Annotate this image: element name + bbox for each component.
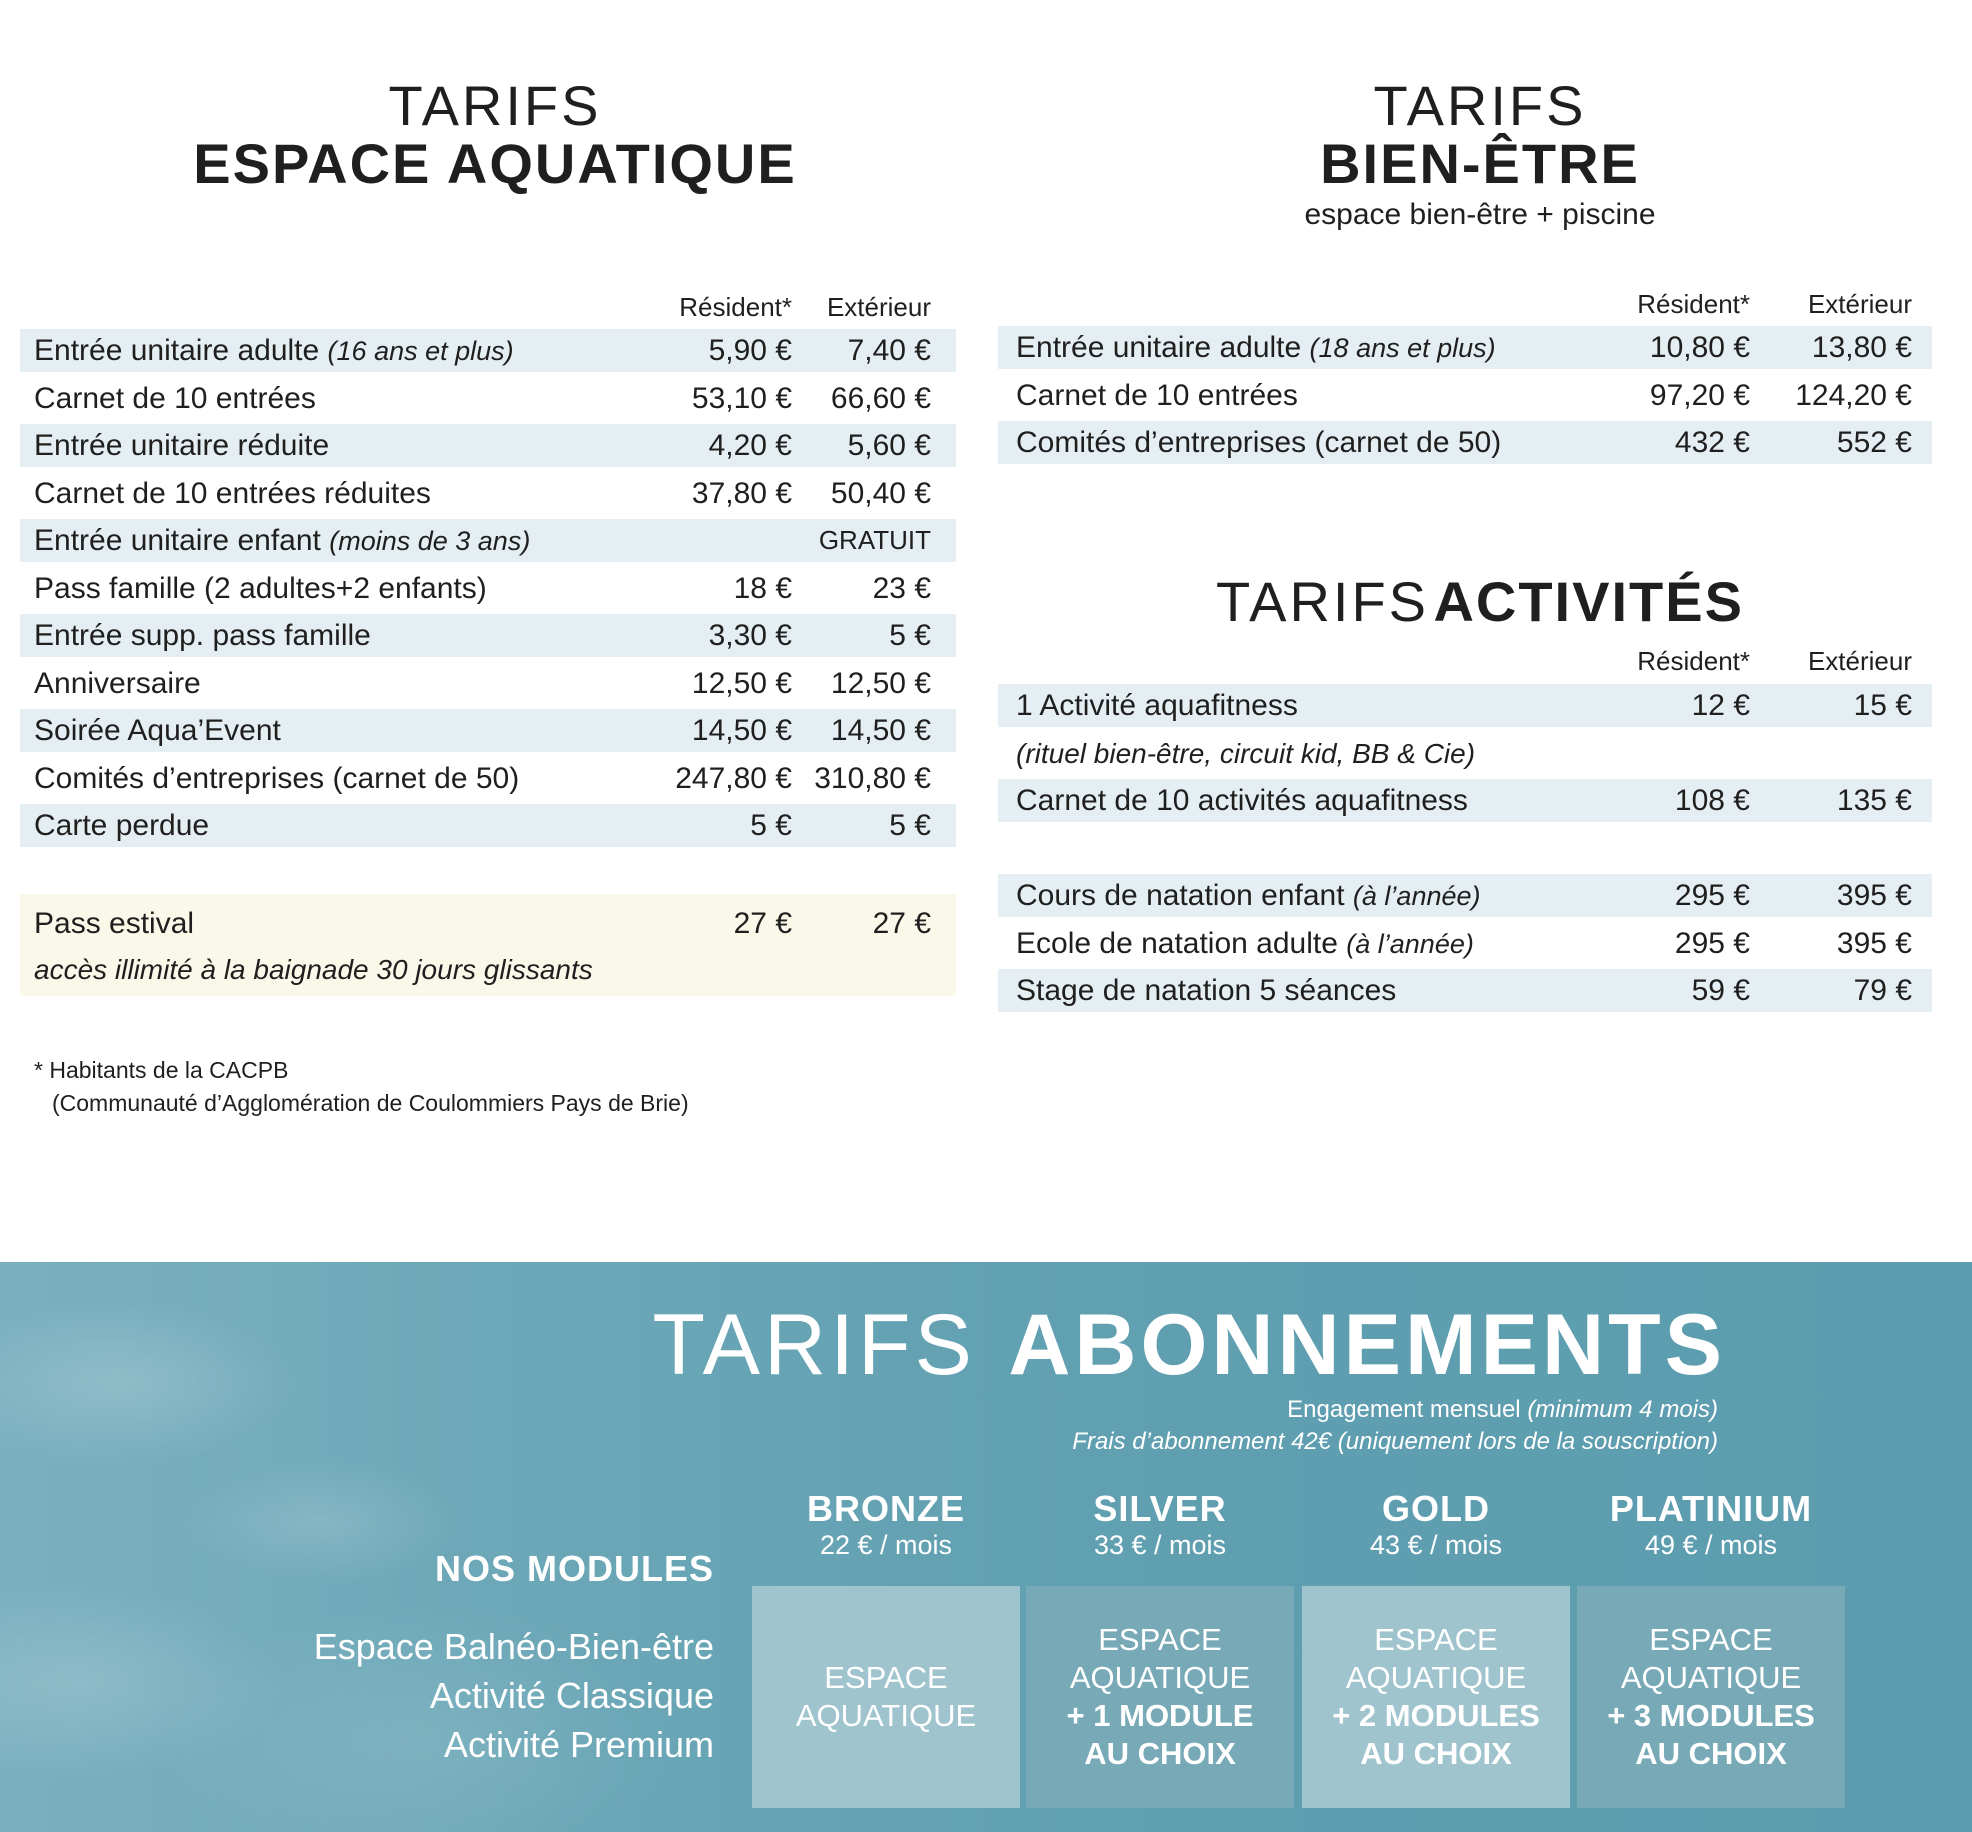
- col-exterieur: Extérieur: [826, 292, 931, 322]
- row-exterieur: 310,80 €: [814, 762, 931, 795]
- abonnements-frais: Frais d’abonnement 42€ (uniquement lors de la souscription): [1072, 1428, 1718, 1455]
- plan-box-gold: [1302, 1586, 1570, 1808]
- row-exterieur: 13,80 €: [1811, 331, 1912, 364]
- table-row: [998, 922, 1932, 965]
- row-label: Carte perdue: [34, 809, 210, 842]
- row-exterieur: 14,50 €: [830, 714, 931, 747]
- col-resident: Résident*: [679, 292, 792, 322]
- table-row: [20, 757, 956, 800]
- plan-header-silver: [1026, 1488, 1294, 1561]
- plan-box-line: ESPACE: [1098, 1622, 1222, 1657]
- table-row: [20, 614, 956, 657]
- footnote: [34, 1054, 689, 1120]
- row-exterieur: 395 €: [1836, 927, 1912, 960]
- pass-estival-resident: 27 €: [733, 907, 792, 940]
- row-label: Ecole de natation adulte: [1016, 927, 1338, 960]
- module-item: Activité Classique: [429, 1675, 714, 1716]
- row-exterieur: 66,60 €: [830, 382, 931, 415]
- row-label: Carnet de 10 entrées: [1016, 379, 1298, 412]
- row-exterieur: 50,40 €: [830, 477, 931, 510]
- table-row: [20, 472, 956, 515]
- footnote-line-2: (Communauté d’Agglomération de Coulommiers Pays de Brie): [52, 1090, 689, 1116]
- table-row: [998, 374, 1932, 417]
- row-resident: 12 €: [1691, 689, 1750, 722]
- row-note: (16 ans et plus): [327, 336, 514, 366]
- plan-box-line: AQUATIQUE: [1620, 1660, 1802, 1695]
- row-exterieur: 5,60 €: [847, 429, 931, 462]
- pass-estival-note: accès illimité à la baignade 30 jours glissants: [34, 954, 593, 985]
- module-item: Espace Balnéo-Bien-être: [313, 1626, 714, 1667]
- plan-box-line: ESPACE: [1649, 1622, 1773, 1657]
- row-resident: 295 €: [1674, 927, 1750, 960]
- row-label: Cours de natation enfant: [1016, 879, 1345, 912]
- plan-box-line: ESPACE: [824, 1660, 948, 1695]
- aquatique-column-headers: [20, 286, 956, 324]
- plan-box-bronze: [752, 1586, 1020, 1808]
- row-note: (à l’année): [1346, 929, 1474, 959]
- row-label: Soirée Aqua’Event: [34, 714, 281, 747]
- table-row: [998, 421, 1932, 464]
- row-resident: 18 €: [733, 572, 792, 605]
- plan-price: 33 € / mois: [1093, 1530, 1227, 1560]
- row-exterieur: 7,40 €: [847, 334, 931, 367]
- plan-price: 22 € / mois: [819, 1530, 953, 1560]
- row-label: Entrée unitaire adulte: [34, 334, 320, 367]
- plan-price: 49 € / mois: [1644, 1530, 1778, 1560]
- plan-price: 43 € / mois: [1369, 1530, 1503, 1560]
- aquatique-title: [60, 74, 930, 195]
- row-label: Carnet de 10 activités aquafitness: [1016, 784, 1468, 817]
- row-label: Carnet de 10 entrées réduites: [34, 477, 431, 510]
- row-resident: 10,80 €: [1649, 331, 1750, 364]
- row-label: Entrée unitaire réduite: [34, 429, 330, 462]
- activites-title-bold: ACTIVITÉS: [1433, 570, 1744, 633]
- row-resident: 12,50 €: [691, 667, 792, 700]
- table-row: [998, 732, 1932, 775]
- row-label: Comités d’entreprises (carnet de 50): [1016, 426, 1502, 459]
- row-note: (rituel bien-être, circuit kid, BB & Cie): [1016, 738, 1476, 769]
- row-resident: 295 €: [1674, 879, 1750, 912]
- row-resident: 4,20 €: [708, 429, 792, 462]
- row-resident: 5,90 €: [708, 334, 792, 367]
- bien-etre-subtitle: espace bien-être + piscine: [1304, 198, 1656, 231]
- row-exterieur: 135 €: [1836, 784, 1912, 817]
- row-label: Comités d’entreprises (carnet de 50): [34, 762, 520, 795]
- row-exterieur: 395 €: [1836, 879, 1912, 912]
- row-resident: 59 €: [1691, 974, 1750, 1007]
- row-resident: 97,20 €: [1649, 379, 1750, 412]
- plan-box-line: AU CHOIX: [1635, 1736, 1787, 1771]
- bien-etre-title-bold: BIEN-ÊTRE: [1320, 132, 1640, 195]
- row-resident: 108 €: [1674, 784, 1750, 817]
- abonnements-engagement: [1287, 1396, 1718, 1424]
- col-exterieur: Extérieur: [1807, 289, 1912, 319]
- pass-estival-box: [20, 894, 956, 996]
- table-row: [998, 326, 1932, 369]
- table-row: [20, 709, 956, 752]
- plan-box-line: + 1 MODULE: [1066, 1698, 1254, 1733]
- module-item: Activité Premium: [443, 1724, 714, 1765]
- table-row: [20, 567, 956, 610]
- table-row: [20, 804, 956, 847]
- row-exterieur: 5 €: [889, 619, 931, 652]
- row-exterieur: 79 €: [1853, 974, 1912, 1007]
- col-resident: Résident*: [1637, 646, 1750, 676]
- footnote-line-1: * Habitants de la CACPB: [34, 1057, 289, 1083]
- plan-header-bronze: [752, 1488, 1020, 1561]
- row-resident: 37,80 €: [691, 477, 792, 510]
- table-row: [998, 874, 1932, 917]
- plan-name: SILVER: [1093, 1488, 1227, 1529]
- table-row: [20, 329, 956, 372]
- row-label: Entrée unitaire adulte: [1016, 331, 1302, 364]
- row-label: Anniversaire: [34, 667, 201, 700]
- row-exterieur: 124,20 €: [1795, 379, 1912, 412]
- row-exterieur: 552 €: [1836, 426, 1912, 459]
- table-row: [20, 377, 956, 420]
- col-resident: Résident*: [1637, 289, 1750, 319]
- row-label: Pass famille (2 adultes+2 enfants): [34, 572, 487, 605]
- table-row: [998, 969, 1932, 1012]
- plan-box-line: AQUATIQUE: [795, 1698, 977, 1733]
- engagement-text: Engagement mensuel: [1287, 1396, 1521, 1423]
- plan-box-line: ESPACE: [1374, 1622, 1498, 1657]
- plan-name: PLATINIUM: [1609, 1488, 1813, 1529]
- table-row: [998, 684, 1932, 727]
- plan-box-silver: [1026, 1586, 1294, 1808]
- row-resident: 14,50 €: [691, 714, 792, 747]
- aquatique-title-bold: ESPACE AQUATIQUE: [193, 132, 797, 195]
- row-label: 1 Activité aquafitness: [1016, 689, 1298, 722]
- activites-title: [1000, 570, 1960, 633]
- row-label: Carnet de 10 entrées: [34, 382, 316, 415]
- row-resident: 53,10 €: [691, 382, 792, 415]
- row-label: Entrée supp. pass famille: [34, 619, 371, 652]
- abonnements-title-light: TARIFS: [652, 1297, 976, 1393]
- pass-estival-row: [20, 902, 956, 945]
- activites-title-light: TARIFS: [1216, 570, 1430, 633]
- table-row: [998, 779, 1932, 822]
- row-exterieur: 15 €: [1853, 689, 1912, 722]
- modules-title: NOS MODULES: [434, 1548, 714, 1589]
- pass-estival-label: Pass estival: [34, 907, 195, 940]
- row-note: (18 ans et plus): [1309, 333, 1496, 363]
- pass-estival-exterieur: 27 €: [872, 907, 931, 940]
- plan-box-line: AU CHOIX: [1084, 1736, 1236, 1771]
- row-note: (à l’année): [1352, 881, 1481, 911]
- plan-box-line: AQUATIQUE: [1345, 1660, 1527, 1695]
- plan-box-line: + 3 MODULES: [1607, 1698, 1815, 1733]
- row-exterieur: 12,50 €: [830, 667, 931, 700]
- table-row: [20, 519, 956, 562]
- activites-column-headers: [998, 640, 1932, 678]
- table-row: [20, 662, 956, 705]
- bien-etre-title: [1000, 74, 1960, 195]
- row-gratuit: GRATUIT: [818, 525, 931, 555]
- plan-name: GOLD: [1382, 1488, 1490, 1529]
- col-exterieur: Extérieur: [1807, 646, 1912, 676]
- row-label: Entrée unitaire enfant: [34, 524, 321, 557]
- abonnements-title-bold: ABONNEMENTS: [1008, 1297, 1726, 1393]
- modules-list: [314, 1622, 714, 1769]
- engagement-note: (minimum 4 mois): [1527, 1396, 1718, 1423]
- row-resident: 432 €: [1674, 426, 1750, 459]
- plan-box-line: AU CHOIX: [1360, 1736, 1512, 1771]
- plan-header-platinium: [1577, 1488, 1845, 1561]
- bien-etre-title-light: TARIFS: [1373, 74, 1587, 137]
- aquatique-title-light: TARIFS: [388, 74, 602, 137]
- table-row: [20, 424, 956, 467]
- row-exterieur: 23 €: [872, 572, 931, 605]
- abonnements-band: [0, 1262, 1972, 1832]
- row-resident: 247,80 €: [675, 762, 792, 795]
- plan-box-line: + 2 MODULES: [1332, 1698, 1540, 1733]
- plan-box-line: AQUATIQUE: [1069, 1660, 1251, 1695]
- row-note: (moins de 3 ans): [329, 526, 531, 556]
- abonnements-title: [652, 1297, 1726, 1393]
- plan-header-gold: [1302, 1488, 1570, 1561]
- bien-etre-column-headers: [998, 283, 1932, 321]
- plan-name: BRONZE: [807, 1488, 965, 1529]
- row-resident: 3,30 €: [708, 619, 792, 652]
- plan-box-platinium: [1577, 1586, 1845, 1808]
- row-resident: 5 €: [750, 809, 792, 842]
- row-exterieur: 5 €: [889, 809, 931, 842]
- row-label: Stage de natation 5 séances: [1016, 974, 1397, 1007]
